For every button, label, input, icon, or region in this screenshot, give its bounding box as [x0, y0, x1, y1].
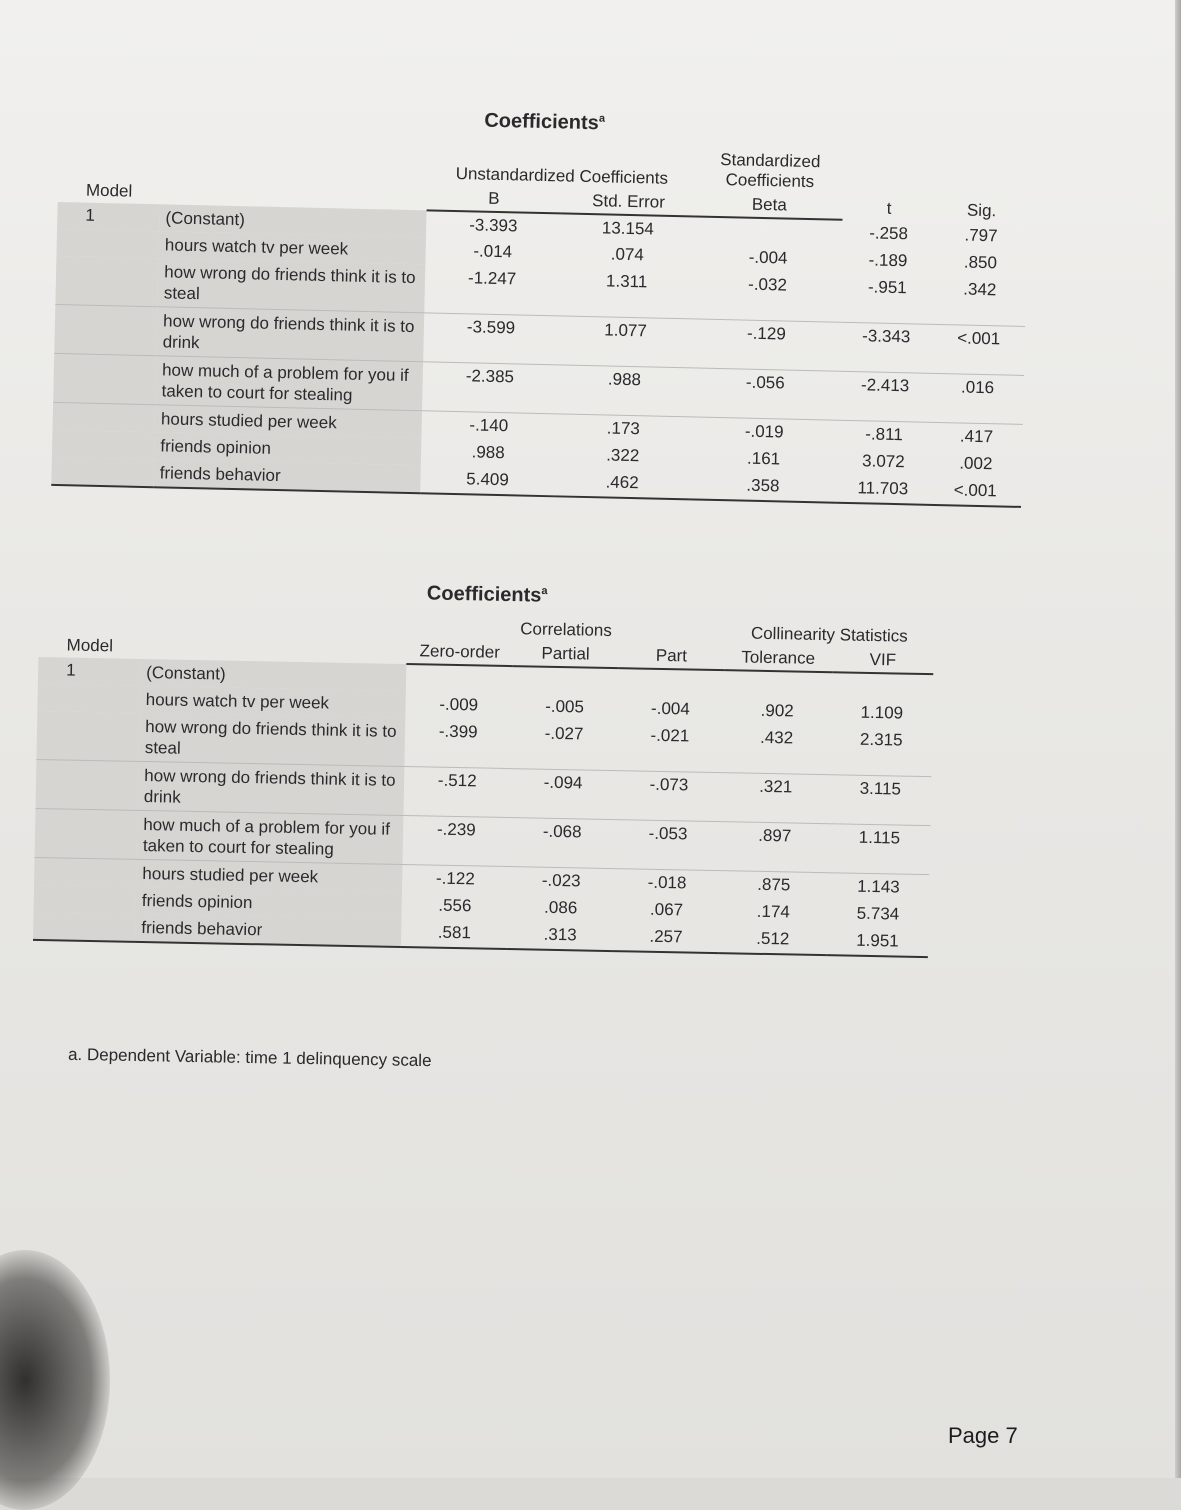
model-cell	[53, 402, 156, 432]
table1-std-header: Standardized Coefficients	[720, 149, 821, 192]
cell-tol: .321	[721, 773, 830, 824]
cell-beta: .358	[689, 471, 837, 502]
page-edge	[1175, 0, 1181, 1478]
cell-b: .988	[471, 442, 505, 463]
cell-zero: -.122	[402, 865, 508, 895]
cell-se: .074	[610, 244, 645, 265]
model-cell	[33, 912, 136, 942]
cell-zero: -.009	[439, 694, 479, 715]
cell-zero: -.512	[404, 767, 511, 818]
row-label: hours watch tv per week	[139, 686, 406, 718]
cell-part: -.073	[615, 771, 722, 822]
cell-vif: 1.115	[828, 824, 930, 875]
table2-correlations-header: Correlations	[520, 619, 613, 640]
cell-beta: .161	[746, 448, 781, 469]
cell-se: 1.311	[605, 271, 648, 292]
cell-se: .462	[554, 468, 689, 499]
cell-t: -.258	[869, 223, 909, 244]
cell-tol: .875	[720, 871, 828, 901]
model-cell: 1	[38, 657, 141, 686]
cell-tol: .174	[756, 901, 791, 922]
cell-se: .988	[556, 365, 692, 417]
model-cell	[37, 684, 140, 713]
cell-partial: -.023	[508, 867, 615, 897]
row-label: friends opinion	[136, 887, 403, 919]
model-cell	[54, 304, 157, 355]
cell-sig: <.001	[932, 324, 1025, 375]
cell-se: 13.154	[601, 218, 655, 239]
model-cell	[53, 353, 156, 404]
table1-sig-header: Sig.	[966, 200, 997, 221]
cell-partial: -.068	[508, 818, 615, 869]
table1-model-header: Model	[85, 180, 133, 201]
cell-part: -.053	[615, 820, 722, 871]
cell-sig: .016	[931, 373, 1024, 424]
cell-partial: -.027	[544, 723, 584, 744]
table1-grid	[51, 133, 1029, 508]
cell-b: -3.599	[423, 313, 559, 365]
model-cell	[55, 256, 158, 307]
cell-vif: 5.734	[856, 903, 900, 924]
table2-collinearity-header: Collinearity Statistics	[750, 623, 908, 646]
cell-part: .067	[649, 899, 684, 920]
cell-tol: .432	[759, 727, 794, 748]
cell-vif: 1.143	[828, 873, 930, 902]
cell-tol: .902	[760, 700, 794, 721]
table1-beta-header: Beta	[696, 191, 844, 219]
table2-partial-header: Partial	[512, 641, 619, 668]
row-label: how much of a problem for you if taken to court for stealing	[155, 356, 423, 411]
cell-tol: .897	[720, 822, 829, 873]
row-label: (Constant)	[159, 204, 426, 237]
row-label: hours studied per week	[136, 859, 403, 892]
cell-partial	[512, 666, 619, 695]
model-cell: 1	[57, 202, 160, 231]
table1-title: Coefficients$^a$	[484, 109, 606, 135]
table2-model-header: Model	[66, 635, 114, 656]
cell-t: -2.413	[838, 371, 932, 422]
cell-partial: -.094	[509, 769, 616, 820]
row-label: how wrong do friends think it is to drink	[138, 761, 405, 815]
cell-b: -.014	[473, 241, 513, 262]
model-cell	[36, 711, 139, 761]
cell-beta: -.056	[691, 368, 839, 420]
row-label: friends behavior	[135, 914, 402, 947]
cell-b: -1.247	[467, 268, 517, 289]
cell-b: 5.409	[420, 465, 555, 496]
cell-part: .257	[613, 923, 719, 953]
table1-b-header: B	[426, 185, 561, 213]
cell-zero: -.239	[403, 816, 510, 867]
row-label: hours studied per week	[155, 405, 422, 439]
cell-tol: .512	[719, 925, 827, 955]
coefficients-table-2	[33, 575, 935, 958]
cell-b: -3.393	[469, 215, 518, 236]
cell-part: -.021	[650, 725, 690, 746]
model-cell	[35, 808, 138, 859]
cell-beta	[695, 216, 843, 246]
cell-zero: .556	[438, 895, 472, 916]
cell-beta: -.004	[748, 247, 788, 268]
row-label: how wrong do friends think it is to drink	[156, 307, 424, 362]
cell-sig: .002	[959, 453, 993, 474]
cell-part: -.018	[614, 869, 720, 899]
cell-vif: 3.115	[829, 775, 931, 826]
cell-t: 3.072	[861, 451, 905, 472]
cell-b: -.140	[421, 411, 556, 442]
cell-t: 11.703	[836, 475, 929, 505]
model-cell	[51, 457, 154, 487]
cell-vif: 1.951	[826, 927, 928, 957]
coefficients-table-1	[51, 100, 1030, 508]
footnote: a. Dependent Variable: time 1 delinquency scale	[67, 1044, 432, 1071]
cell-t: -.951	[867, 277, 907, 298]
page-number: Page 7	[948, 1423, 1018, 1448]
row-label: (Constant)	[140, 659, 407, 691]
cell-t: -3.343	[839, 322, 933, 373]
cell-vif: 1.109	[860, 702, 904, 723]
table1-se-header: Std. Error	[561, 188, 696, 216]
row-label: friends behavior	[153, 459, 420, 493]
cell-sig: <.001	[929, 477, 1022, 507]
row-label: how much of a problem for you if taken to court for stealing	[137, 810, 404, 864]
cell-se: 1.077	[557, 316, 693, 368]
cell-beta: -.032	[747, 274, 788, 295]
cell-t: -.189	[868, 250, 908, 271]
model-cell	[34, 857, 137, 886]
cell-tol	[723, 670, 831, 699]
table1-t-header: t	[886, 198, 892, 218]
cell-beta: -.019	[690, 417, 838, 448]
row-label: how wrong do friends think it is to steal	[139, 713, 406, 767]
table2-zero-header: Zero-order	[407, 639, 513, 666]
cell-sig: .797	[964, 225, 998, 246]
cell-se: .322	[605, 445, 640, 466]
cell-part: -.004	[650, 698, 690, 719]
model-cell	[34, 885, 137, 914]
cell-b: -2.385	[422, 362, 558, 414]
model-cell	[52, 430, 155, 459]
row-label: friends opinion	[154, 432, 421, 465]
cell-beta: -.129	[692, 319, 840, 371]
model-cell	[36, 759, 139, 810]
row-label: hours watch tv per week	[159, 231, 426, 264]
cell-partial: .086	[543, 897, 578, 918]
cell-partial: -.005	[545, 696, 585, 717]
cell-sig: .850	[963, 252, 998, 273]
table2-tolerance-header: Tolerance	[724, 645, 832, 672]
table2-part-header: Part	[618, 643, 724, 670]
table2-grid	[33, 608, 934, 958]
model-cell	[56, 229, 159, 258]
cell-part	[618, 668, 724, 697]
cell-sig: .417	[930, 422, 1023, 452]
cell-vif: 2.315	[859, 729, 903, 750]
table2-vif-header: VIF	[832, 647, 934, 674]
cell-zero: .581	[401, 919, 507, 949]
cell-partial: .313	[507, 921, 614, 951]
table1-unstd-header: Unstandardized Coefficients	[455, 163, 669, 188]
cell-sig: .342	[963, 279, 997, 300]
table2-title: Coefficients$^a$	[426, 582, 548, 607]
cell-zero	[406, 664, 512, 693]
cell-t: -.811	[837, 420, 930, 450]
row-label: how wrong do friends think it is to steal	[158, 258, 426, 313]
cell-vif	[831, 672, 933, 701]
cell-zero: -.399	[438, 721, 478, 742]
cell-se: .173	[556, 414, 691, 445]
